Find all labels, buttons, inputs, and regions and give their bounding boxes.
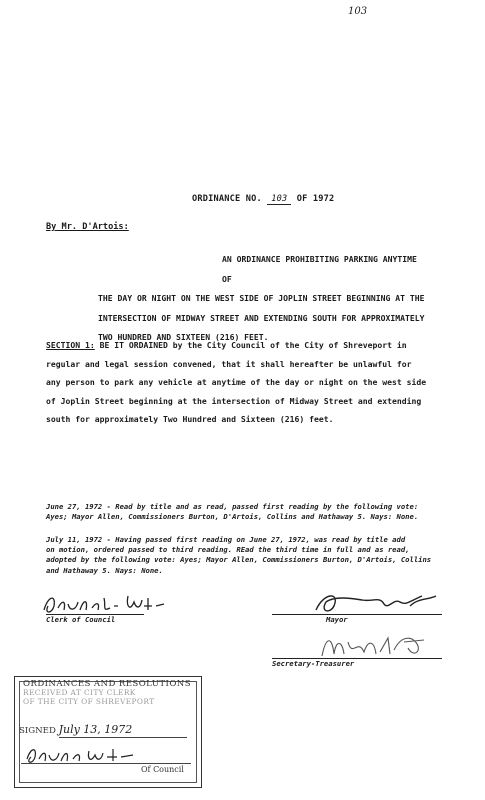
section-line: regular and legal session convened, that it shall hereafter be unlawful for	[46, 358, 412, 369]
heading-prefix: ORDINANCE NO.	[192, 194, 262, 204]
section-label: SECTION 1:	[46, 340, 95, 350]
secretary-signature	[318, 632, 428, 660]
mayor-label: Mayor	[326, 615, 348, 624]
history-line: July 11, 1972 - Having passed first reading on June 27, 1972, was read by title add	[46, 535, 406, 544]
history-line: adopted by the following vote: Ayes; Mayor Allen, Commissioners Burton, D'Artois, Collins	[46, 555, 432, 565]
history-line: and Hathaway 5. Nays: None.	[46, 565, 163, 575]
stamp-text	[23, 679, 191, 706]
stamp-signed-label: SIGNED	[19, 726, 56, 736]
section-text: BE IT ORDAINED by the City Council of the City of Shreveport in	[94, 340, 407, 350]
ordinance-title	[98, 250, 428, 348]
secretary-label: Secretary-Treasurer	[272, 659, 355, 668]
section-line: of Joplin Street beginning at the intersection of Midway Street and extending	[46, 395, 422, 406]
stamp-signed-date: July 13, 1972	[58, 723, 133, 736]
heading-suffix: OF 1972	[296, 194, 335, 204]
section-line: south for approximately Two Hundred and Sixteen (216) feet.	[46, 414, 334, 425]
history-line: on motion, ordered passed to third reading. REad the third time in full and as read,	[46, 545, 410, 555]
page-number-handwritten: 103	[348, 6, 368, 17]
title-line: AN ORDINANCE PROHIBITING PARKING ANYTIME OF	[222, 254, 417, 284]
title-line: TWO HUNDRED AND SIXTEEN (216) FEET.	[98, 332, 269, 343]
history-line: Ayes; Mayor Allen, Commissioners Burton, D'Artois, Collins and Hathaway 5. Nays: None.	[46, 512, 419, 522]
section-line	[46, 336, 436, 355]
mayor-signature-line	[272, 614, 442, 615]
clerk-label: Clerk of Council	[46, 615, 116, 624]
stamp-line: RECEIVED AT CITY CLERK	[23, 688, 136, 697]
stamp-of-council: Of Council	[141, 765, 184, 774]
ordinance-number: 103	[267, 194, 291, 205]
stamp-line: ORDINANCES AND RESOLUTIONS	[23, 679, 191, 689]
byline: By Mr. D'Artois:	[46, 222, 129, 232]
section-1	[46, 336, 436, 429]
title-line: THE DAY OR NIGHT ON THE WEST SIDE OF JOPLIN STREET BEGINNING AT THE	[98, 293, 425, 304]
history-line: June 27, 1972 - Read by title and as read, passed first reading by the following vote:	[46, 502, 419, 511]
stamp-line: OF THE CITY OF SHREVEPORT	[23, 696, 155, 706]
receipt-stamp	[14, 676, 202, 788]
reading-history-second	[46, 535, 461, 576]
ordinance-heading	[192, 194, 334, 205]
stamp-date-line	[59, 737, 187, 738]
title-line: INTERSECTION OF MIDWAY STREET AND EXTENDING SOUTH FOR APPROXIMATELY	[98, 312, 425, 323]
section-line: any person to park any vehicle at anytime of the day or night on the west side	[46, 377, 427, 388]
reading-history-first	[46, 502, 461, 522]
stamp-signed-row	[19, 723, 132, 736]
mayor-signature	[310, 590, 440, 616]
stamp-signature-line	[21, 763, 191, 764]
